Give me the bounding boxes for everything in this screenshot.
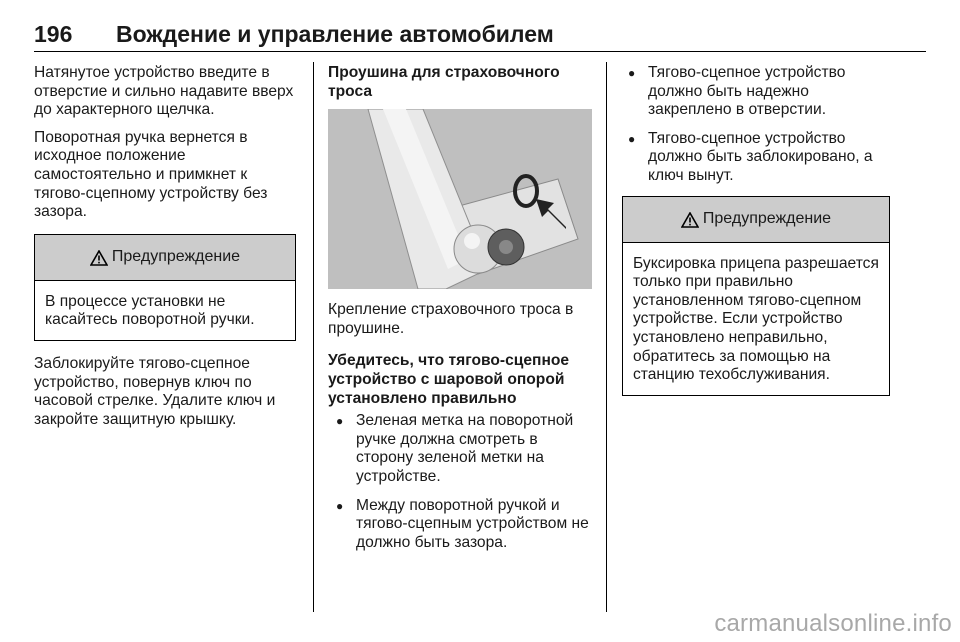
list-item: ● Зеленая метка на поворотной ручке должна смотреть в сторону зеленой метки на устройстве. [328, 412, 592, 486]
warning-text: В процессе установки не касайтесь поворотной ручки. [45, 292, 255, 329]
paragraph: Заблокируйте тягово-сцепное устройство, повернув ключ по часовой стрелке. Удалите ключ и закройте защитную крышку. [34, 354, 276, 428]
tow-eye-illustration [328, 109, 592, 289]
column-divider-2 [606, 62, 607, 612]
warning-header [35, 235, 295, 281]
checklist [622, 64, 890, 186]
checklist [328, 412, 592, 552]
warning-box [34, 234, 296, 341]
warning-header [623, 197, 889, 243]
page-number: 196 [34, 21, 73, 47]
warning-title: Предупреждение [111, 247, 241, 265]
watermark: carmanualsonline.info [714, 610, 952, 637]
section-subheading: Убедитесь, что тягово-сцепное устройство с шаровой опорой установлено правильно [328, 352, 570, 407]
list-item: ● Тягово-сцепное устройство должно быть заблокировано, а ключ вынут. [622, 130, 890, 186]
figure-caption: Крепление страховочного троса в проушине. [328, 301, 574, 337]
column-2 [328, 64, 592, 562]
warning-text: Буксировка прицепа разрешается только при правильно установленном тягово-сцепном устройстве. Если устройство установлено неправильно, обратитесь за помощью на станцию техобслуживания. [633, 254, 879, 384]
page-header [34, 22, 926, 52]
column-3 [622, 64, 890, 406]
paragraph: Натянутое устройство введите в отверстие и сильно надавите вверх до характерного щелчка. [34, 64, 294, 119]
warning-triangle-icon [90, 250, 108, 266]
column-1 [34, 64, 296, 438]
list-item: ● Тягово-сцепное устройство должно быть надежно закреплено в отверстии. [622, 64, 890, 120]
column-divider-1 [313, 62, 314, 612]
warning-triangle-icon [681, 212, 699, 228]
warning-title: Предупреждение [702, 209, 832, 227]
section-heading: Проушина для страховочного троса [328, 64, 560, 100]
warning-box [622, 196, 890, 396]
paragraph: Поворотная ручка вернется в исходное положение самостоятельно и примкнет к тягово-сцепному устройству без зазора. [34, 128, 268, 221]
list-item: ● Между поворотной ручкой и тягово-сцепным устройством не должно быть зазора. [328, 497, 592, 553]
page-title: Вождение и управление автомобилем [116, 21, 554, 47]
